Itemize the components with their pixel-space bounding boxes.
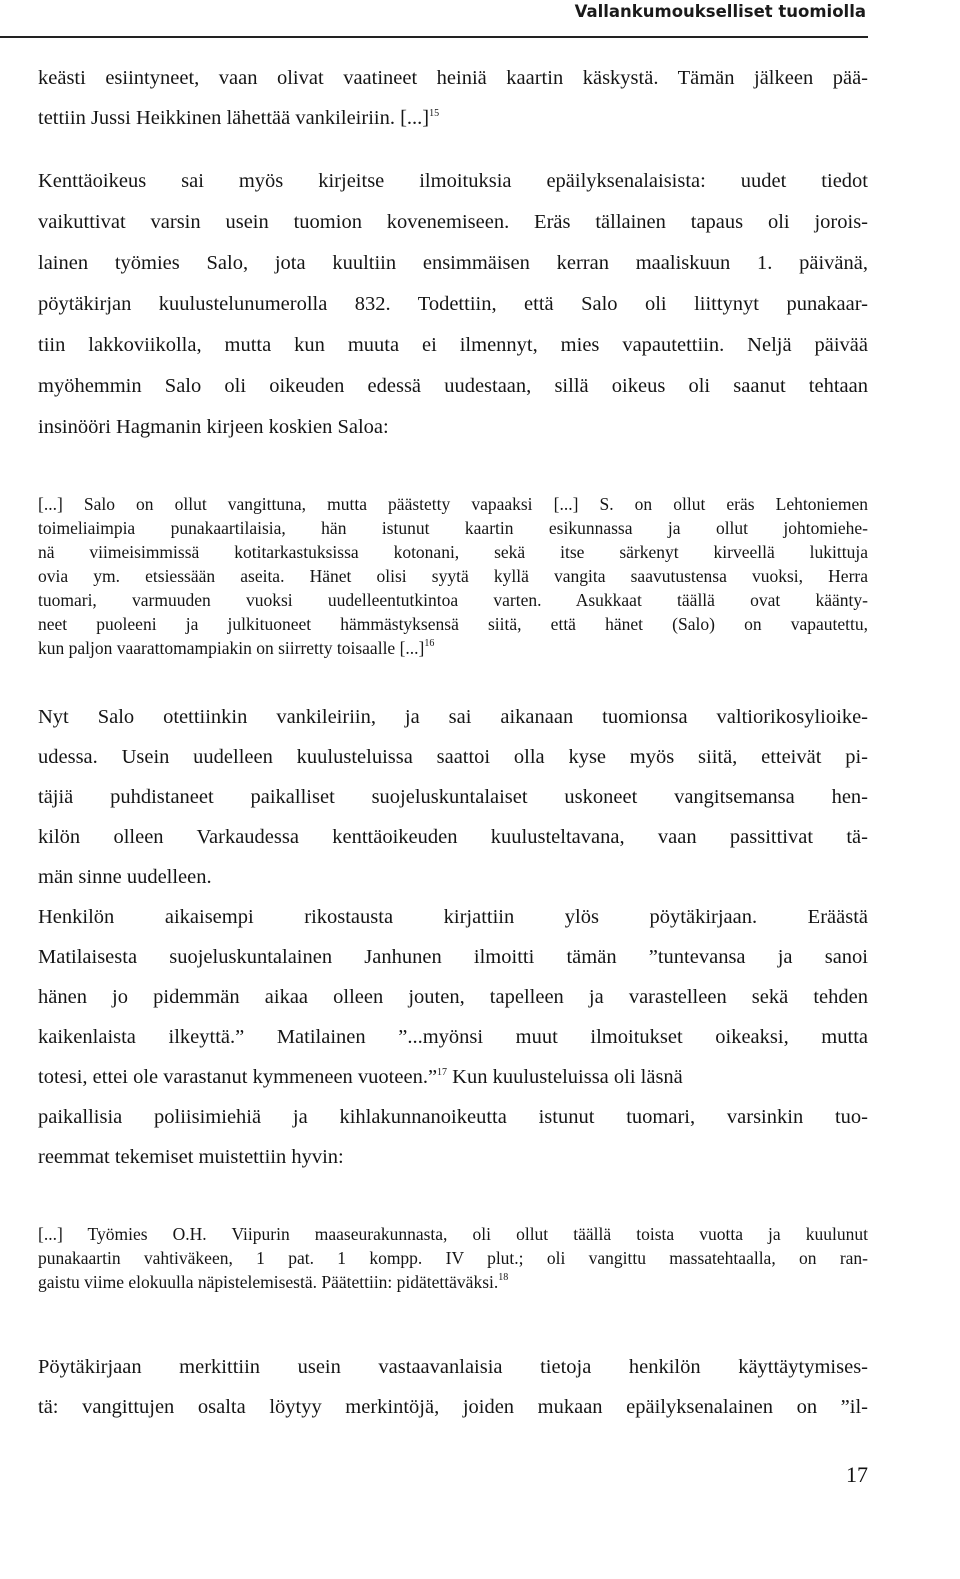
text-line: myöhemmin Salo oli oikeuden edessä uudestaan, sillä oikeus oli saanut tehtaan bbox=[38, 375, 868, 397]
text-line: insinööri Hagmanin kirjeen koskien Saloa: bbox=[38, 416, 389, 438]
text-line: täjiä puhdistaneet paikalliset suojeluskuntalaiset uskoneet vangitsemansa hen- bbox=[38, 786, 868, 808]
quote-line: ovia ym. etsiessään aseita. Hänet olisi syytä kyllä vangita saavutustensa vuoksi, Herra bbox=[38, 566, 868, 586]
text-line: tä: vangittujen osalta löytyy merkintöjä, joiden mukaan epäilyksenalainen on ”il- bbox=[38, 1396, 868, 1418]
header-rule bbox=[0, 36, 868, 38]
quote-line: [...] Salo on ollut vangittuna, mutta päästetty vapaaksi [...] S. on ollut eräs Lehtoniemen bbox=[38, 494, 868, 514]
text-line: udessa. Usein uudelleen kuulusteluissa saattoi olla kyse myös siitä, etteivät pi- bbox=[38, 746, 868, 768]
text-line bbox=[38, 1057, 868, 1097]
text-line: Henkilön aikaisempi rikostausta kirjattiin ylös pöytäkirjaan. Eräästä bbox=[38, 906, 868, 928]
running-header-title: Vallankumoukselliset tuomiolla bbox=[574, 2, 866, 21]
footnote-ref: 17 bbox=[437, 1067, 448, 1078]
text-line: vaikuttivat varsin usein tuomion kovenemiseen. Eräs tällainen tapaus oli jorois- bbox=[38, 211, 868, 233]
paragraph-3 bbox=[38, 697, 868, 897]
text-line: kilön olleen Varkaudessa kenttäoikeuden kuulusteltavana, vaan passittivat tä- bbox=[38, 826, 868, 848]
text-line: kaikenlaista ilkeyttä.” Matilainen ”...myönsi muut ilmoitukset oikeaksi, mutta bbox=[38, 1026, 868, 1048]
text-span: gaistu viime elokuulla näpistelemisestä. Päätettiin: pidätettäväksi. bbox=[38, 1272, 499, 1292]
paragraph-2 bbox=[38, 161, 868, 448]
quote-line: punakaartin vahtiväkeen, 1 pat. 1 kompp. IV plut.; oli vangittu massatehtaalla, on ran- bbox=[38, 1248, 868, 1268]
text-line: Matilaisesta suojeluskuntalainen Janhunen ilmoitti tämän ”tuntevansa ja sanoi bbox=[38, 946, 868, 968]
text-line: Pöytäkirjaan merkittiin usein vastaavanlaisia tietoja henkilön käyttäytymises- bbox=[38, 1356, 868, 1378]
block-quote-1 bbox=[38, 492, 868, 660]
text-line: lainen työmies Salo, jota kuultiin ensimmäisen kerran maaliskuun 1. päivänä, bbox=[38, 252, 868, 274]
text-line: Kenttäoikeus sai myös kirjeitse ilmoituksia epäilyksenalaisista: uudet tiedot bbox=[38, 170, 868, 192]
text-line: paikallisia poliisimiehiä ja kihlakunnanoikeutta istunut tuomari, varsinkin tuo- bbox=[38, 1106, 868, 1128]
paragraph-4 bbox=[38, 897, 868, 1177]
text-line: tiin lakkoviikolla, mutta kun muuta ei ilmennyt, mies vapautettiin. Neljä päivää bbox=[38, 334, 868, 356]
text-line: keästi esiintyneet, vaan olivat vaatineet heiniä kaartin käskystä. Tämän jälkeen pää- bbox=[38, 67, 868, 89]
quote-line bbox=[38, 636, 868, 660]
text-line: Nyt Salo otettiinkin vankileiriin, ja sai aikanaan tuomionsa valtiorikosylioike- bbox=[38, 706, 868, 728]
text-span: totesi, ettei ole varastanut kymmeneen vuoteen.” bbox=[38, 1066, 438, 1088]
page-number: 17 bbox=[846, 1462, 868, 1487]
quote-line: tuomari, varmuuden vuoksi uudelleentutkintoa varten. Asukkaat täällä ovat käänty- bbox=[38, 590, 868, 610]
footnote-ref: 18 bbox=[498, 1272, 509, 1283]
quote-line: nä viimeisimmissä kotitarkastuksissa kotonani, sekä itse särkenyt kirveellä lukittuja bbox=[38, 542, 868, 562]
paragraph-1 bbox=[38, 58, 868, 138]
footnote-ref: 16 bbox=[424, 638, 435, 649]
text-line: pöytäkirjan kuulustelunumerolla 832. Todettiin, että Salo oli liittynyt punakaar- bbox=[38, 293, 868, 315]
block-quote-2 bbox=[38, 1222, 868, 1294]
text-line: reemmat tekemiset muistettiin hyvin: bbox=[38, 1146, 344, 1168]
quote-line: [...] Työmies O.H. Viipurin maaseurakunnasta, oli ollut täällä toista vuotta ja kuulunut bbox=[38, 1224, 868, 1244]
quote-line: neet puoleeni ja julkituoneet hämmästyksensä siitä, että hänet (Salo) on vapautettu, bbox=[38, 614, 868, 634]
text-span: kun paljon vaarattomampiakin on siirretty toisaalle [...] bbox=[38, 638, 425, 658]
quote-line bbox=[38, 1270, 868, 1294]
text-span: tettiin Jussi Heikkinen lähettää vankileiriin. [...] bbox=[38, 107, 430, 129]
text-line bbox=[38, 98, 868, 138]
paragraph-5 bbox=[38, 1347, 868, 1427]
text-span: Kun kuulusteluissa oli läsnä bbox=[447, 1066, 683, 1088]
footnote-ref: 15 bbox=[429, 108, 440, 119]
text-line: män sinne uudelleen. bbox=[38, 866, 212, 888]
text-line: hänen jo pidemmän aikaa olleen jouten, tapelleen ja varastelleen sekä tehden bbox=[38, 986, 868, 1008]
quote-line: toimeliaimpia punakaartilaisia, hän istunut kaartin esikunnassa ja ollut johtomiehe- bbox=[38, 518, 868, 538]
